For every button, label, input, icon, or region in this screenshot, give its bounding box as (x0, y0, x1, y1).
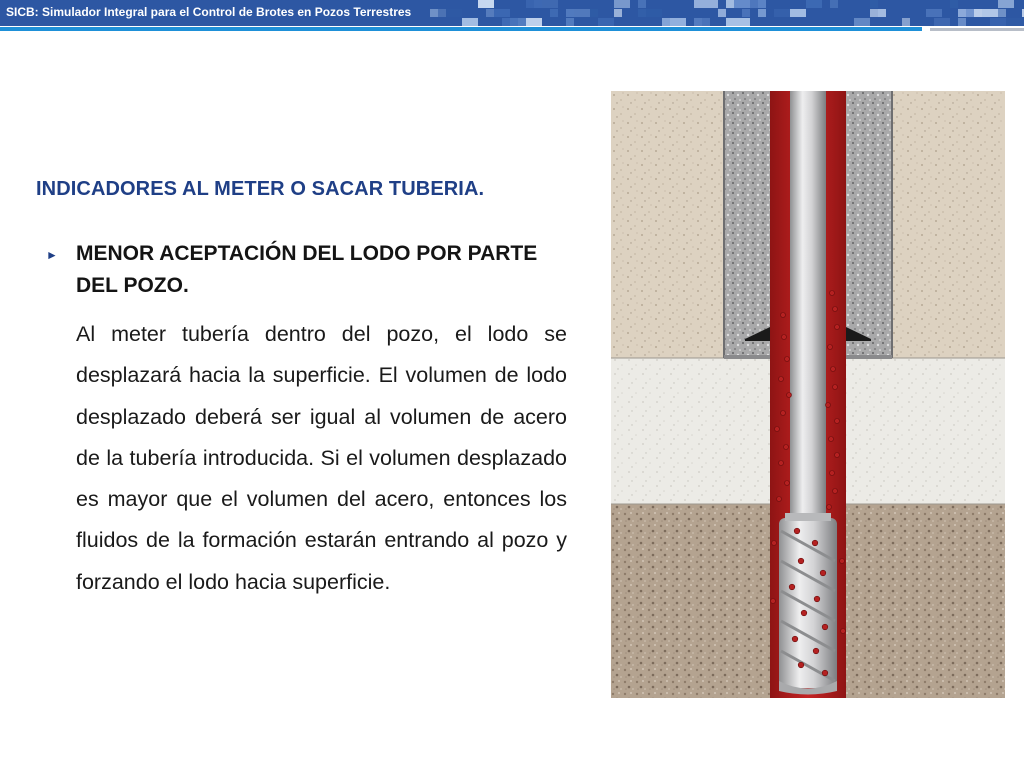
bullet-title: MENOR ACEPTACIÓN DEL LODO POR PARTE DEL POZO. (76, 242, 538, 297)
header-bar (0, 0, 1024, 26)
header-accent-line-gray (930, 28, 1024, 31)
header-accent-line (0, 27, 922, 31)
body-paragraph: Al meter tubería dentro del pozo, el lodo se desplazará hacia la superficie. El volumen de lodo desplazado deberá ser igual al volumen de acero de la tubería introducida. Si el volumen desplazado es mayor que el volumen del acero, entonces los fluidos de la formación estarán entrando al pozo y forzando el lodo hacia superficie. (76, 322, 567, 594)
header-title: SICB: Simulador Integral para el Control de Brotes en Pozos Terrestres (6, 5, 412, 19)
triangle-right-icon: ► (46, 248, 58, 262)
header-mosaic-decoration (430, 0, 1024, 26)
wellbore-illustration (611, 91, 1005, 698)
slide-heading: INDICADORES AL METER O SACAR TUBERIA. (36, 178, 485, 200)
